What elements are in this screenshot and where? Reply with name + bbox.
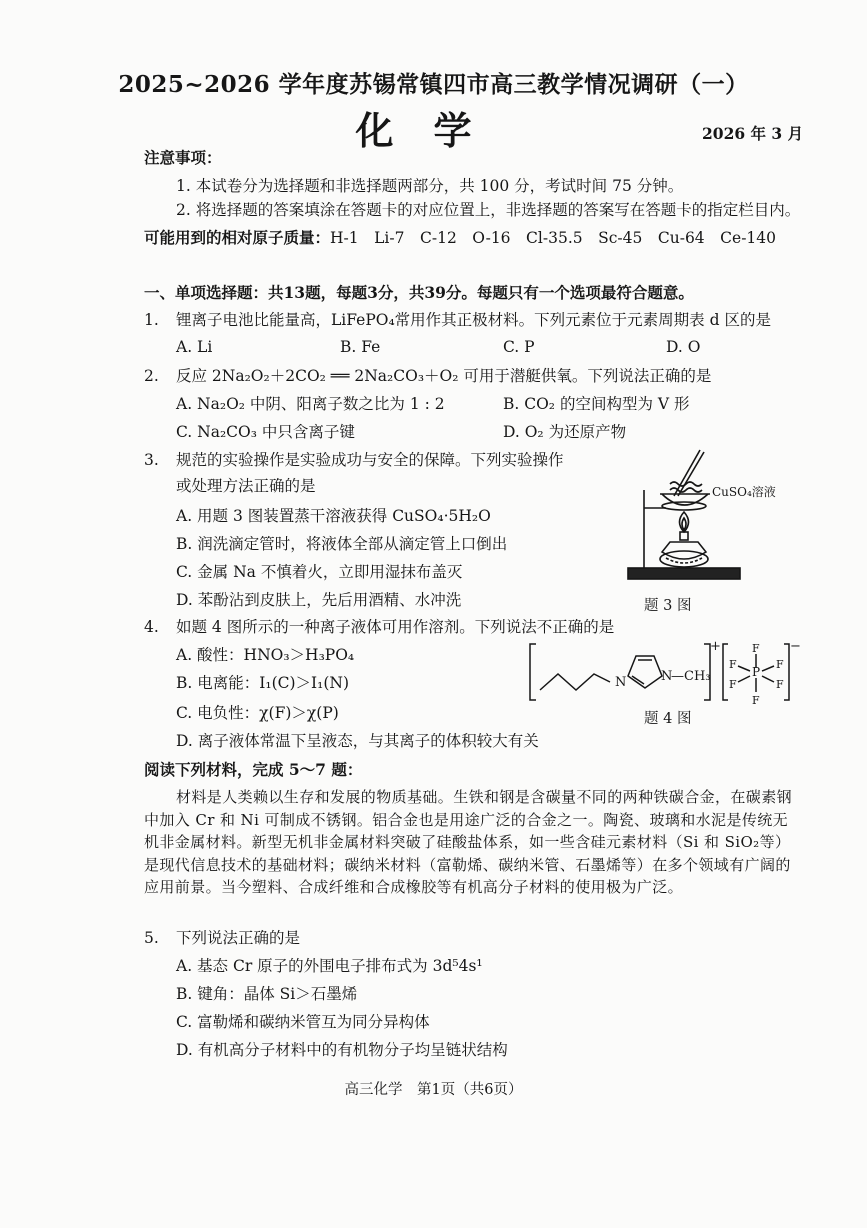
figure-4-caption: 题 4 图 (644, 711, 692, 727)
question-3-stem-cont: 或处理方法正确的是 (176, 477, 316, 495)
atomic-mass-label: 可能用到的相对原子质量： (144, 228, 331, 247)
question-1-stem: 锂离子电池比能量高，LiFePO₄常用作其正极材料。下列元素位于元素周期表 d 区的是 (176, 311, 771, 329)
ionic-liquid-structure-figure (524, 636, 804, 706)
subject-title: 化学 (355, 108, 512, 153)
question-2-stem: 反应 2Na₂O₂＋2CO₂ ══ 2Na₂CO₃＋O₂ 可用于潜艇供氧。下列说法正确的是 (176, 367, 712, 385)
question-number: 1. (144, 311, 159, 329)
question-number: 4. (144, 618, 159, 636)
question-number: 5. (144, 929, 159, 947)
note-item: 1. 本试卷分为选择题和非选择题两部分，共 100 分，考试时间 75 分钟。 (176, 177, 684, 195)
section-heading: 一、单项选择题：共13题，每题3分，共39分。每题只有一个选项最符合题意。 (144, 283, 694, 302)
q2-option-d: D. O₂ 为还原产物 (503, 423, 627, 441)
q2-option-a: A. Na₂O₂ 中阴、阳离子数之比为 1 : 2 (176, 395, 445, 413)
q1-option-c: C. P (503, 338, 535, 356)
question-number: 2. (144, 367, 159, 385)
q5-option-c: C. 富勒烯和碳纳米管互为同分异构体 (176, 1013, 430, 1031)
question-number: 3. (144, 451, 159, 469)
q5-option-b: B. 键角：晶体 Si＞石墨烯 (176, 985, 358, 1003)
nitrogen-label-1: N (615, 675, 627, 690)
phosphorus-label: P (752, 665, 761, 679)
methyl-group-label: —CH₃ (671, 669, 711, 684)
q5-option-a: A. 基态 Cr 原子的外围电子排布式为 3d⁵4s¹ (176, 957, 483, 975)
q3-option-a: A. 用题 3 图装置蒸干溶液获得 CuSO₄·5H₂O (176, 507, 491, 525)
notes-heading: 注意事项： (144, 148, 222, 167)
q4-option-d: D. 离子液体常温下呈液态，与其离子的体积较大有关 (176, 732, 539, 750)
fluorine-label: F (729, 678, 737, 691)
cation-charge: + (710, 639, 721, 654)
question-5-stem: 下列说法正确的是 (176, 929, 301, 947)
fluorine-label: F (752, 694, 760, 706)
fluorine-label: F (729, 658, 737, 671)
page-footer: 高三化学 第1页（共6页） (344, 1082, 523, 1098)
q1-option-a: A. Li (176, 338, 213, 356)
q4-option-a: A. 酸性：HNO₃＞H₃PO₄ (176, 646, 355, 664)
cuso4-solution-label: CuSO₄溶液 (712, 485, 776, 499)
fluorine-label: F (752, 642, 760, 655)
reading-passage: 材料是人类赖以生存和发展的物质基础。生铁和钢是含碳量不同的两种铁碳合金，在碳素钢中加入 Cr 和 Ni 可制成不锈钢。铝合金也是用途广泛的合金之一。陶瓷、玻璃和水泥是传统无机非金属材料。新型无机非金属材料突破了硅酸盐体系，如一些含硅元素材料（Si 和 SiO₂等）是现代信息技术的基础材料；碳纳米材料（富勒烯、碳纳米管、石墨烯等）在多个领域有广阔的应用前景。当今塑料、合成纤维和合成橡胶等有机高分子材料的使用极为广泛。 (144, 788, 793, 896)
q4-option-b: B. 电离能：I₁(C)＞I₁(N) (176, 674, 350, 692)
q3-option-c: C. 金属 Na 不慎着火，立即用湿抹布盖灭 (176, 563, 463, 581)
atomic-mass-values: H-1 Li-7 C-12 O-16 Cl-35.5 Sc-45 Cu-64 Ce-140 (330, 229, 777, 247)
q4-option-c: C. 电负性：χ(F)＞χ(P) (176, 704, 339, 722)
fluorine-label: F (776, 658, 784, 671)
q2-option-c: C. Na₂CO₃ 中只含离子键 (176, 423, 355, 441)
figure-3-caption: 题 3 图 (644, 598, 692, 614)
exam-title: 2025~2026 学年度苏锡常镇四市高三教学情况调研（一） (118, 71, 749, 98)
q3-option-b: B. 润洗滴定管时，将液体全部从滴定管上口倒出 (176, 535, 508, 553)
q1-option-d: D. O (666, 338, 701, 356)
reading-heading: 阅读下列材料，完成 5～7 题： (144, 760, 363, 779)
fluorine-label: F (776, 678, 784, 691)
q2-option-b: B. CO₂ 的空间构型为 V 形 (503, 395, 690, 413)
q1-option-b: B. Fe (340, 338, 381, 356)
evaporation-apparatus-figure (618, 446, 808, 586)
exam-date: 2026 年 3 月 (702, 124, 804, 143)
question-4-stem: 如题 4 图所示的一种离子液体可用作溶剂。下列说法不正确的是 (176, 618, 615, 636)
nitrogen-label-2: N (661, 669, 673, 684)
q5-option-d: D. 有机高分子材料中的有机物分子均呈链状结构 (176, 1041, 508, 1059)
anion-charge: − (790, 639, 801, 654)
note-item: 2. 将选择题的答案填涂在答题卡的对应位置上，非选择题的答案写在答题卡的指定栏目内。 (176, 201, 801, 219)
question-3-stem: 规范的实验操作是实验成功与安全的保障。下列实验操作 (176, 451, 564, 469)
q3-option-d: D. 苯酚沾到皮肤上，先后用酒精、水冲洗 (176, 591, 462, 609)
